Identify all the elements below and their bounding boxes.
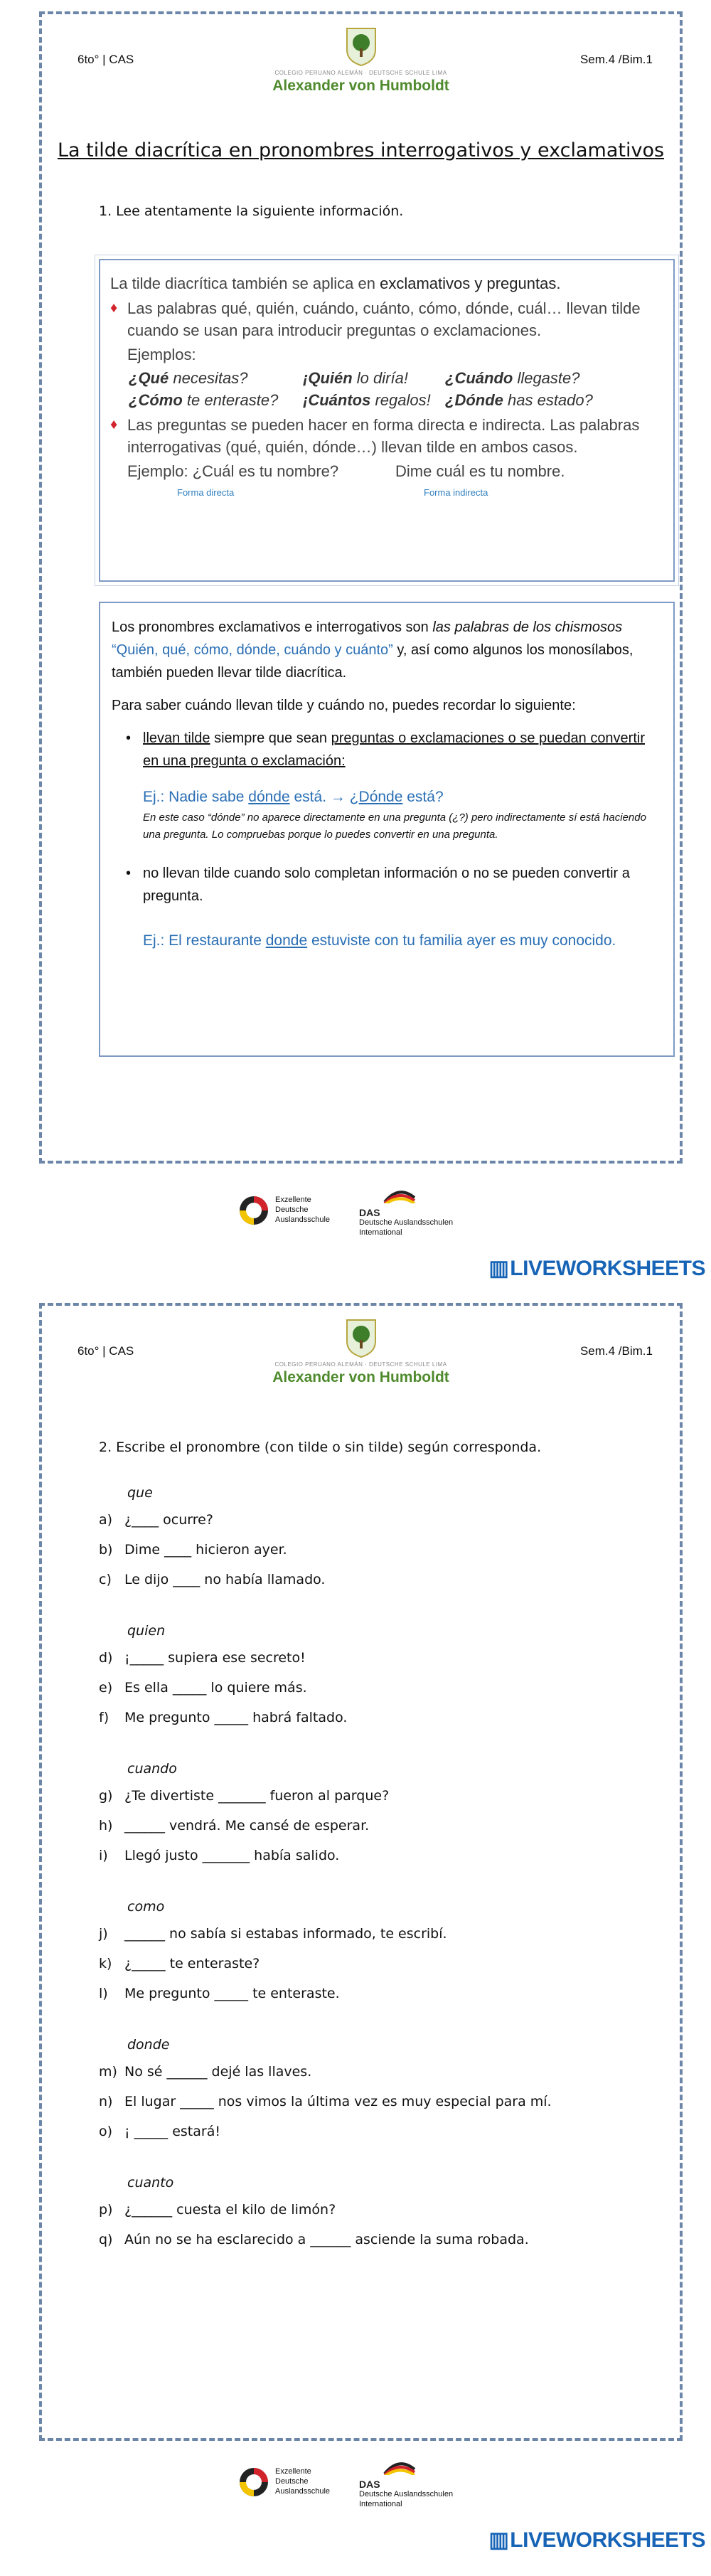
school-crest-icon	[346, 27, 377, 67]
indirect-form-label: Forma indirecta	[424, 487, 488, 499]
item-letter: h)	[99, 1818, 113, 1833]
das-line-1: Deutsche Auslandsschulen	[359, 2490, 454, 2498]
item-sentence[interactable]: ______ no sabía si estabas informado, te escribí.	[124, 1926, 447, 1942]
item-sentence[interactable]: ______ vendrá. Me cansé de esperar.	[124, 1818, 370, 1833]
header-term: Sem.4 /Bim.1	[579, 1344, 653, 1358]
item-letter: j)	[99, 1926, 108, 1942]
item-letter: i)	[99, 1848, 108, 1863]
das-line-1: Deutsche Auslandsschulen	[359, 1218, 454, 1227]
box2-bullet-2: • no llevan tilde cuando solo completan información o no se pueden convertir a pregunta.	[126, 862, 662, 908]
item-sentence[interactable]: ¡_____ supiera ese secreto!	[124, 1650, 306, 1666]
exzellente-seal-icon	[238, 1195, 269, 1226]
das-line-2: International	[359, 1228, 402, 1237]
school-logo	[247, 27, 475, 95]
item-sentence[interactable]: Dime ____ hicieron ayer.	[124, 1542, 287, 1558]
exercise-item	[99, 1926, 668, 1942]
item-sentence[interactable]: Es ella _____ lo quiere más.	[124, 1680, 307, 1696]
exercise-item	[99, 2064, 668, 2080]
das-arc-icon	[359, 2459, 416, 2475]
example-phrase: ¡Cuántos regalos!	[303, 390, 431, 409]
exercise-item	[99, 1710, 668, 1725]
group-word: como	[127, 1899, 165, 1915]
box2-bullet-1: • llevan tilde siempre que sean preguntas o exclamaciones o se puedan convertir en una pregunta o exclamación:	[126, 727, 662, 772]
ex-line-1: Exzellente	[275, 1196, 311, 1205]
item-sentence[interactable]: ¿_____ te enteraste?	[124, 1956, 260, 1971]
group-word: que	[127, 1485, 153, 1501]
group-word: quien	[127, 1623, 166, 1639]
exercise-item	[99, 2232, 668, 2247]
liveworksheets-brand[interactable]: ▥ LIVEWORKSHEETS	[488, 1256, 705, 1280]
item-letter: b)	[99, 1542, 113, 1558]
page-1-footer	[0, 1181, 711, 1302]
das-title: DAS	[359, 1207, 380, 1218]
ex-line-2: Deutsche	[275, 2477, 309, 2486]
box2-paragraph-1: Los pronombres exclamativos e interrogativos son las palabras de los chismosos “Quién, qué, cómo, dónde, cuándo y cuánto” y, así como algunos los monosílabos, también pueden llevar tilde diacrítica.	[112, 619, 634, 681]
direct-example: Ejemplo: ¿Cuál es tu nombre?	[127, 462, 339, 481]
item-letter: p)	[99, 2202, 113, 2218]
box2-paragraph-2: Para saber cuándo llevan tilde y cuándo no, puedes recordar lo siguiente:	[112, 698, 576, 713]
bullet-icon: ♦	[110, 299, 118, 316]
item-letter: g)	[99, 1788, 113, 1804]
item-sentence[interactable]: Le dijo ____ no había llamado.	[124, 1572, 326, 1587]
group-word: donde	[127, 2037, 170, 2053]
group-word: cuando	[127, 1761, 177, 1777]
das-logo	[359, 2459, 453, 2510]
item-letter: d)	[99, 1650, 113, 1666]
worksheet-page-2	[39, 1303, 683, 2441]
school-name: Alexander von Humboldt	[272, 1369, 449, 1385]
liveworksheets-icon: ▥	[488, 2528, 509, 2552]
item-sentence[interactable]: ¿Te divertiste _______ fueron al parque?	[124, 1788, 390, 1804]
ex-line-3: Auslandsschule	[275, 1215, 331, 1224]
worksheet-page-1	[39, 11, 683, 1164]
exercise-item	[99, 1848, 668, 1863]
item-letter: e)	[99, 1680, 113, 1696]
header-grade: 6to° | CAS	[77, 1344, 134, 1358]
exercise-group	[99, 2175, 668, 2247]
indirect-example: Dime cuál es tu nombre.	[395, 462, 565, 481]
page-2-footer	[0, 2452, 711, 2573]
item-sentence[interactable]: ¿____ ocurre?	[124, 1512, 213, 1528]
das-logo	[359, 1188, 453, 1238]
school-name: Alexander von Humboldt	[272, 78, 449, 94]
das-line-2: International	[359, 2499, 402, 2508]
exercise-item	[99, 1818, 668, 1833]
group-word: cuanto	[127, 2175, 174, 2191]
examples-grid	[129, 368, 663, 412]
liveworksheets-brand[interactable]: ▥ LIVEWORKSHEETS	[488, 2528, 705, 2552]
bullet-icon: •	[126, 730, 132, 746]
exercise-group	[99, 1761, 668, 1863]
item-sentence[interactable]: Llegó justo _______ había salido.	[124, 1848, 340, 1863]
das-arc-icon	[359, 1188, 416, 1203]
exercise-group	[99, 1485, 668, 1587]
exercise-item	[99, 2124, 668, 2139]
item-letter: o)	[99, 2124, 113, 2139]
example-phrase: ¡Quién lo diría!	[303, 369, 408, 388]
page-title: La tilde diacrítica en pronombres interrogativos y exclamativos	[57, 139, 665, 161]
exercise-item	[99, 1512, 668, 1528]
item-sentence[interactable]: ¿______ cuesta el kilo de limón?	[124, 2202, 336, 2218]
exercise-item	[99, 1956, 668, 1971]
exercise-item	[99, 2094, 668, 2109]
exercise-item	[99, 1788, 668, 1804]
header-term: Sem.4 /Bim.1	[579, 53, 653, 66]
info-box-diacritic	[99, 259, 675, 582]
bullet-icon: ♦	[110, 416, 118, 432]
item-letter: q)	[99, 2232, 113, 2247]
example-2: Ej.: El restaurante donde estuviste con tu familia ayer es muy conocido.	[143, 932, 616, 949]
direct-form-label: Forma directa	[177, 487, 235, 499]
school-subtitle: COLEGIO PERUANO ALEMÁN · DEUTSCHE SCHULE LIMA	[274, 70, 447, 76]
header-grade: 6to° | CAS	[77, 53, 134, 66]
item-letter: l)	[99, 1986, 108, 2001]
exercise-item	[99, 1572, 668, 1587]
example-phrase: ¿Cómo te enteraste?	[129, 390, 279, 409]
exzellente-logo	[238, 1195, 330, 1226]
das-title: DAS	[359, 2479, 380, 2490]
item-sentence[interactable]: El lugar _____ nos vimos la última vez es muy especial para mí.	[124, 2094, 552, 2109]
exzellente-logo	[238, 2466, 330, 2498]
example-phrase: ¿Dónde has estado?	[445, 390, 593, 409]
item-sentence[interactable]: No sé ______ dejé las llaves.	[124, 2064, 312, 2080]
exercise-item	[99, 1542, 668, 1558]
item-letter: n)	[99, 2094, 113, 2109]
instruction-1: 1. Lee atentamente la siguiente información.	[99, 203, 404, 219]
bullet-icon: •	[126, 865, 132, 881]
exercise-item	[99, 2202, 668, 2218]
school-logo	[247, 1319, 475, 1386]
item-sentence[interactable]: Aún no se ha esclarecido a ______ asciende la suma robada.	[124, 2232, 529, 2247]
exercise-item	[99, 1986, 668, 2001]
box1-intro: La tilde diacrítica también se aplica en exclamativos y preguntas.	[110, 275, 561, 292]
item-letter: a)	[99, 1512, 113, 1528]
item-sentence[interactable]: Me pregunto _____ habrá faltado.	[124, 1710, 348, 1725]
liveworksheets-icon: ▥	[488, 1257, 509, 1280]
item-sentence[interactable]: Me pregunto _____ te enteraste.	[124, 1986, 340, 2001]
example-phrase: ¿Cuándo llegaste?	[445, 369, 580, 388]
exercise-item	[99, 1680, 668, 1696]
item-letter: k)	[99, 1956, 112, 1971]
examples-label: Ejemplos:	[127, 346, 196, 364]
example-1: Ej.: Nadie sabe dónde está. → ¿Dónde está?	[143, 789, 444, 805]
box1-bullet-2: ♦ Las preguntas se pueden hacer en forma directa e indirecta. Las palabras interrogativas (qué, quién, dónde…) llevan tilde en ambos casos.	[110, 415, 663, 459]
exercise-group	[99, 1899, 668, 2001]
instruction-2: 2. Escribe el pronombre (con tilde o sin tilde) según corresponda.	[99, 1439, 542, 1455]
item-letter: c)	[99, 1572, 112, 1587]
exzellente-seal-icon	[238, 2466, 269, 2498]
item-letter: f)	[99, 1710, 109, 1725]
school-crest-icon	[346, 1319, 377, 1358]
exercise-group	[99, 1623, 668, 1725]
box1-bullet-1: ♦ Las palabras qué, quién, cuándo, cuánto, cómo, dónde, cuál… llevan tilde cuando se usan para introducir preguntas o exclamaciones.	[110, 298, 663, 342]
ex-line-1: Exzellente	[275, 2467, 311, 2476]
example-1-note: En este caso “dónde” no aparece directamente en una pregunta (¿?) pero indirectamente sí está haciendo una pregunta. Lo compruebas porque lo puedes convertir en una pregunta.	[143, 811, 646, 841]
exercise-item	[99, 1650, 668, 1666]
exercise-list	[99, 1485, 668, 2283]
ex-line-3: Auslandsschule	[275, 2486, 331, 2496]
item-letter: m)	[99, 2064, 117, 2080]
example-phrase: ¿Qué necesitas?	[129, 369, 248, 388]
form-labels	[127, 480, 663, 502]
item-sentence[interactable]: ¡ _____ estará!	[124, 2124, 220, 2139]
info-box-rules	[99, 602, 675, 1057]
exercise-group	[99, 2037, 668, 2139]
ex-line-2: Deutsche	[275, 1205, 309, 1215]
school-subtitle: COLEGIO PERUANO ALEMÁN · DEUTSCHE SCHULE LIMA	[274, 1361, 447, 1368]
